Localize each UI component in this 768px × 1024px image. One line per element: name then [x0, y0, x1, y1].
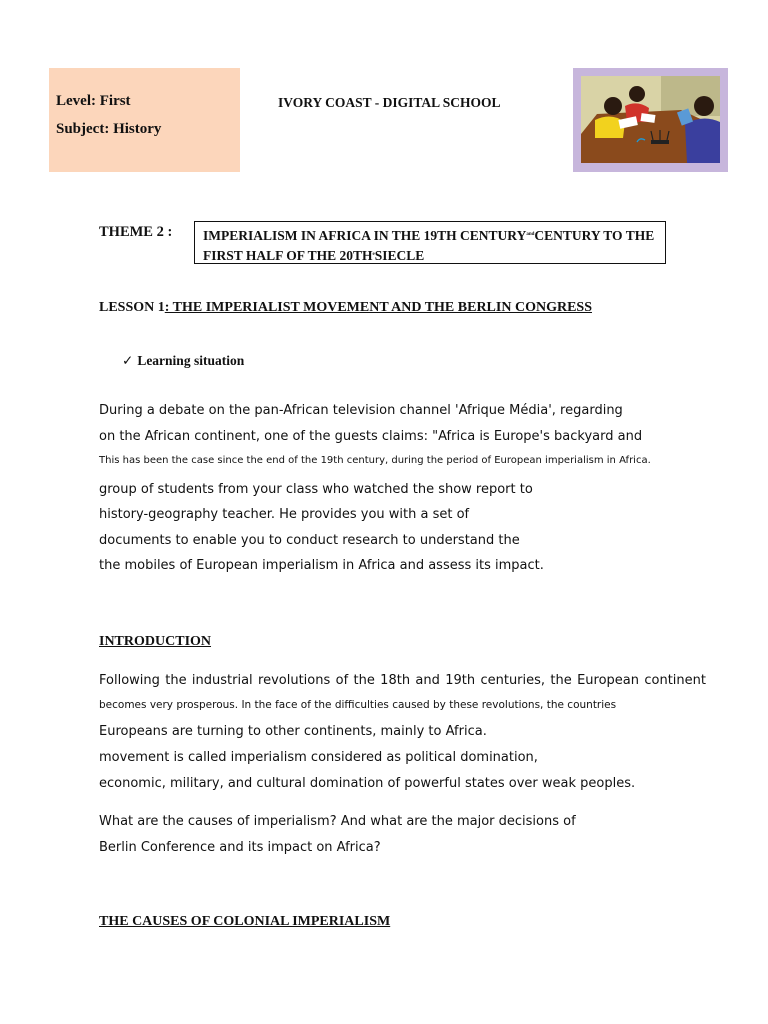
theme-label: THEME 2 : [99, 224, 173, 240]
theme-title-line1-sup: and [526, 232, 535, 237]
introduction-heading: INTRODUCTION [99, 634, 212, 649]
introduction-line: economic, military, and cultural domination of powerful states over weak peoples. [99, 776, 636, 791]
lesson-prefix: LESSON 1 [99, 300, 165, 315]
checkmark-icon: ✓ [122, 353, 134, 369]
theme-title-line2-sup: e [372, 252, 375, 257]
introduction-line: Following the industrial revolutions of the 18th and 19th centuries, the European continent [99, 673, 706, 688]
introduction-line: becomes very prosperous. In the face of the difficulties caused by these revolutions, the countries [99, 699, 617, 711]
theme-title-line2-a: FIRST HALF OF THE 20TH [203, 248, 373, 263]
situation-line: group of students from your class who watched the show report to [99, 482, 533, 497]
situation-line: the mobiles of European imperialism in Africa and assess its impact. [99, 558, 544, 573]
situation-line: documents to enable you to conduct research to understand the [99, 533, 520, 548]
lesson-name: : THE IMPERIALIST MOVEMENT AND THE BERLIN CONGRESS [164, 300, 592, 315]
subject-label: Subject: History [56, 121, 162, 137]
learning-situation-label: Learning situation [137, 353, 245, 368]
situation-line: on the African continent, one of the guests claims: "Africa is Europe's backyard and [99, 429, 643, 444]
theme-title-line2-b: SIECLE [374, 248, 425, 263]
introduction-question: Berlin Conference and its impact on Africa? [99, 840, 381, 855]
situation-line: This has been the case since the end of the 19th century, during the period of European imperialism in Africa. [99, 455, 651, 466]
situation-line: During a debate on the pan-African television channel 'Afrique Média', regarding [99, 403, 623, 418]
students-at-table-icon [581, 76, 720, 163]
level-label: Level: First [56, 93, 131, 109]
introduction-question: What are the causes of imperialism? And what are the major decisions of [99, 814, 576, 829]
lesson-title [99, 300, 592, 316]
students-illustration-frame [573, 68, 728, 172]
theme-title-line1-a: IMPERIALISM IN AFRICA IN THE 19TH CENTURY [203, 228, 527, 243]
theme-title-line1-b: CENTURY TO THE [534, 228, 655, 243]
learning-situation-heading [122, 353, 244, 369]
school-title: IVORY COAST - DIGITAL SCHOOL [278, 95, 501, 110]
introduction-line: Europeans are turning to other continents, mainly to Africa. [99, 724, 487, 739]
introduction-line: movement is called imperialism considered as political domination, [99, 750, 538, 765]
level-subject-box [49, 68, 240, 172]
causes-heading: THE CAUSES OF COLONIAL IMPERIALISM [99, 914, 391, 929]
theme-title [203, 225, 723, 265]
situation-line: history-geography teacher. He provides you with a set of [99, 507, 470, 522]
